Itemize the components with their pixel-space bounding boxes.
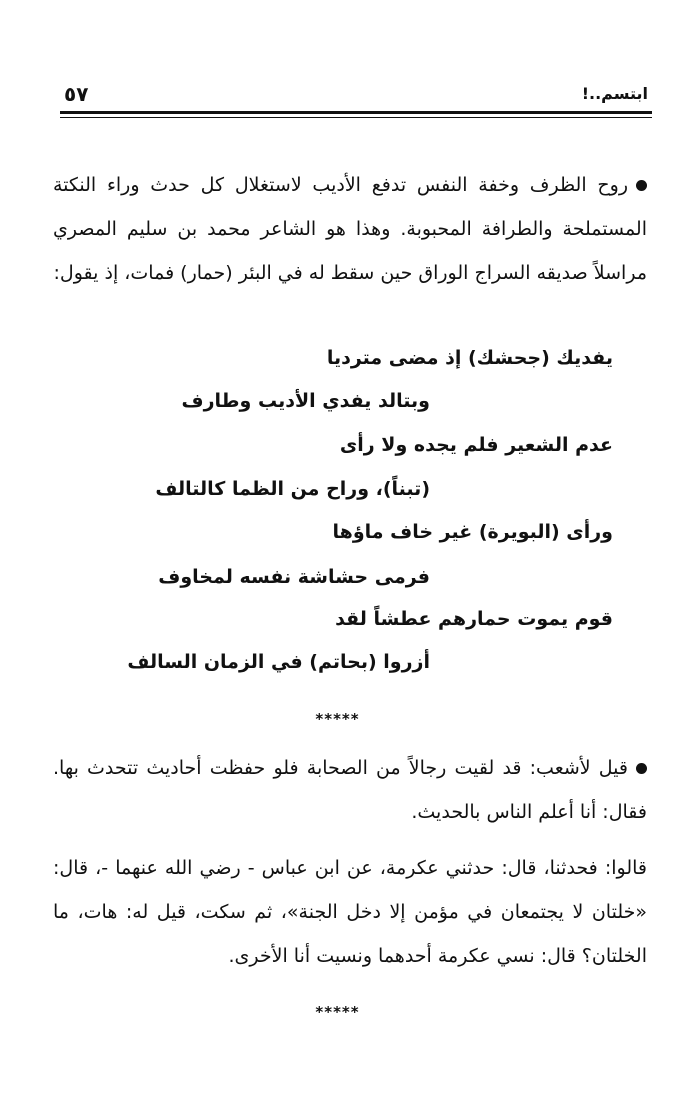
section-separator-2: ***** — [315, 1003, 360, 1021]
poem-verse-6: فرمى حشاشة نفسه لمخاوف — [158, 566, 430, 588]
poem-verse-2: وبتالد يفدي الأديب وطارف — [181, 390, 430, 412]
poem-verse-1: يفديك (جحشك) إذ مضى مترديا — [326, 347, 613, 369]
bullet-icon — [636, 763, 647, 774]
paragraph-ikrima-text: قالوا: فحدثنا، قال: حدثني عكرمة، عن ابن عباس - رضي الله عنهما -، قال: «خلتان لا يجتمعان في مؤمن إلا دخل الجنة»، ثم سكت، قيل له: هات، ما الخلتان؟ قال: نسي عكرمة أحدهما ونسيت أنا الأخرى. — [53, 857, 647, 967]
poem-verse-5: ورأى (البويرة) غير خاف ماؤها — [332, 521, 613, 543]
page-number: ٥٧ — [64, 82, 89, 106]
header-rule-thin — [60, 117, 652, 118]
header-rule-thick — [60, 111, 652, 114]
paragraph-ashab-text: قيل لأشعب: قد لقيت رجالاً من الصحابة فلو حفظت أحاديث تتحدث بها. فقال: أنا أعلم الناس بالحديث. — [53, 757, 647, 823]
paragraph-ikrima — [53, 846, 647, 978]
poem-verse-8: أزروا (بحاتم) في الزمان السالف — [127, 651, 430, 673]
paragraph-ashab — [53, 746, 647, 834]
paragraph-intro-text: روح الظرف وخفة النفس تدفع الأديب لاستغلال كل حدث وراء النكتة المستملحة والطرافة المحبوبة. وهذا هو الشاعر محمد بن سليم المصري مراسلاً صديقه السراج الوراق حين سقط له في البئر (حمار) فمات، إذ يقول: — [53, 174, 647, 284]
poem-verse-7: قوم يموت حمارهم عطشاً لقد — [335, 608, 613, 630]
page-header — [60, 78, 652, 108]
running-title: ابتسم..! — [581, 84, 648, 103]
bullet-icon — [636, 180, 647, 191]
paragraph-intro — [53, 163, 647, 295]
poem-verse-4: (تبناً)، وراح من الظما كالتالف — [155, 478, 430, 500]
poem-verse-3: عدم الشعير فلم يجده ولا رأى — [339, 434, 613, 456]
section-separator-1: ***** — [315, 710, 360, 728]
